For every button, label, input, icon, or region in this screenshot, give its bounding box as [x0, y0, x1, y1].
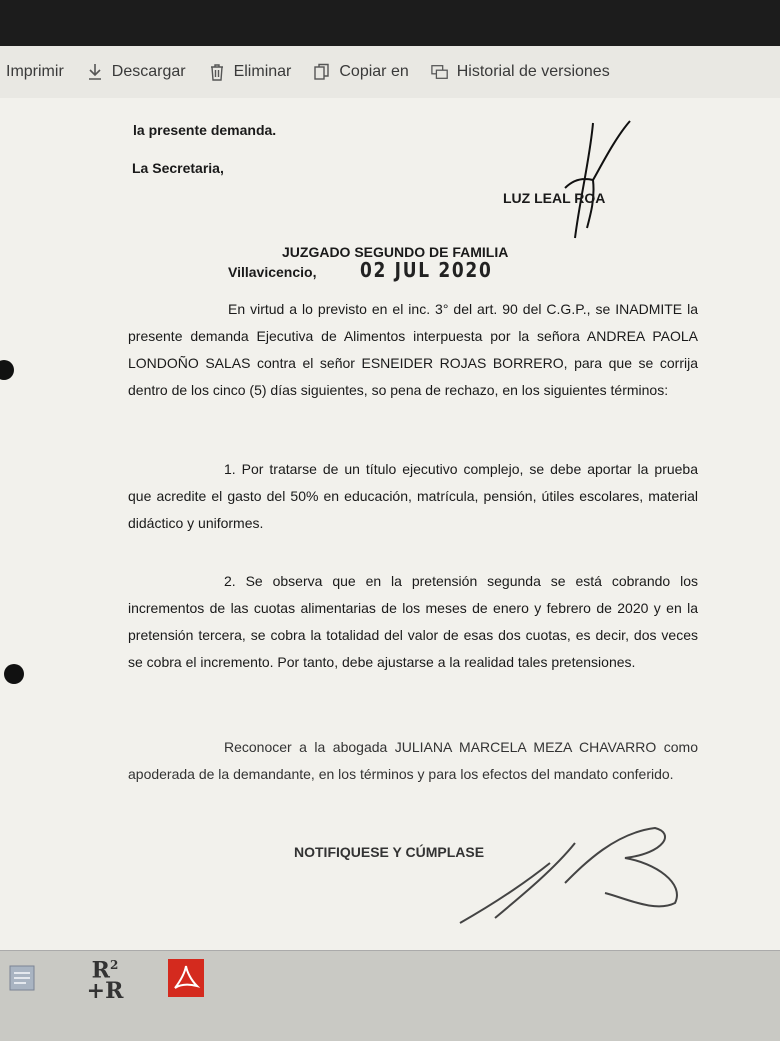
app2-label-sup: 2: [109, 958, 119, 973]
taskbar-app-1[interactable]: [6, 957, 38, 999]
signature-name: LUZ LEAL ROA: [503, 190, 606, 206]
app2-label-bottom: +R: [86, 977, 124, 1004]
taskbar-app-2[interactable]: [80, 957, 130, 1004]
paragraph-point-1: 1. Por tratarse de un título ejecutivo complejo, se debe aportar la prueba que acredite el gasto del 50% en educación, matrícula, pensión, útiles escolares, material didáctico y uniformes.: [128, 461, 698, 531]
taskbar-app-pdf[interactable]: [164, 957, 208, 999]
screen: [0, 46, 780, 1040]
app2-label-top-wrap: [91, 955, 119, 984]
document-page: [0, 98, 780, 938]
city-label: Villavicencio,: [228, 264, 317, 280]
copy-button-label: Copiar en: [339, 63, 409, 80]
history-button-label: Historial de versiones: [456, 63, 610, 80]
download-icon: [86, 63, 104, 81]
secretary-label: La Secretaria,: [132, 160, 224, 176]
court-name: JUZGADO SEGUNDO DE FAMILIA: [282, 244, 509, 260]
monitor-bezel: [0, 0, 780, 46]
delete-button[interactable]: [208, 63, 292, 81]
paragraph-recognition: Reconocer a la abogada JULIANA MARCELA MEZA CHAVARRO como apoderada de la demandante, en los términos y para los efectos del mandato conferido.: [128, 739, 698, 782]
date-stamp: 02 JUL 2020: [360, 258, 493, 282]
taskbar: [0, 950, 780, 1041]
copy-icon: [313, 63, 331, 81]
text-line-top: la presente demanda.: [133, 122, 277, 138]
closing-text: NOTIFIQUESE Y CÚMPLASE: [294, 844, 485, 860]
trash-icon: [208, 63, 226, 81]
pdf-icon: [167, 958, 205, 998]
margin-dot: [4, 664, 24, 684]
paragraph-intro: En virtud a lo previsto en el inc. 3° del art. 90 del C.G.P., se INADMITE la presente demanda Ejecutiva de Alimentos interpuesta por la señora ANDREA PAOLA LONDOÑO SALAS contra el señor ESNEIDER ROJAS BORRERO, para que se corrija dentro de los cinco (5) días siguientes, so pena de rechazo, en los siguientes términos:: [128, 301, 698, 398]
print-button[interactable]: [6, 63, 64, 81]
document-toolbar: [0, 46, 780, 98]
download-button-label: Descargar: [111, 63, 186, 80]
document-app-icon: [8, 963, 36, 993]
history-button[interactable]: [431, 63, 610, 81]
print-button-label: Imprimir: [6, 63, 64, 80]
signature-mark: [545, 118, 645, 248]
paragraph-point-2: 2. Se observa que en la pretensión segunda se está cobrando los incrementos de las cuotas alimentarias de los meses de enero y febrero de 2020 y en la pretensión tercera, se cobra la totalidad del valor de esas dos cuotas, es decir, dos veces se cobra el incremento. Por tanto, debe ajustarse a la realidad tales pretensiones.: [128, 573, 698, 670]
delete-button-label: Eliminar: [233, 63, 292, 80]
download-button[interactable]: [86, 63, 186, 81]
copy-button[interactable]: [313, 63, 408, 81]
app2-label-top: R: [91, 957, 110, 984]
history-icon: [431, 63, 449, 81]
closing-signature-mark: [455, 823, 685, 933]
